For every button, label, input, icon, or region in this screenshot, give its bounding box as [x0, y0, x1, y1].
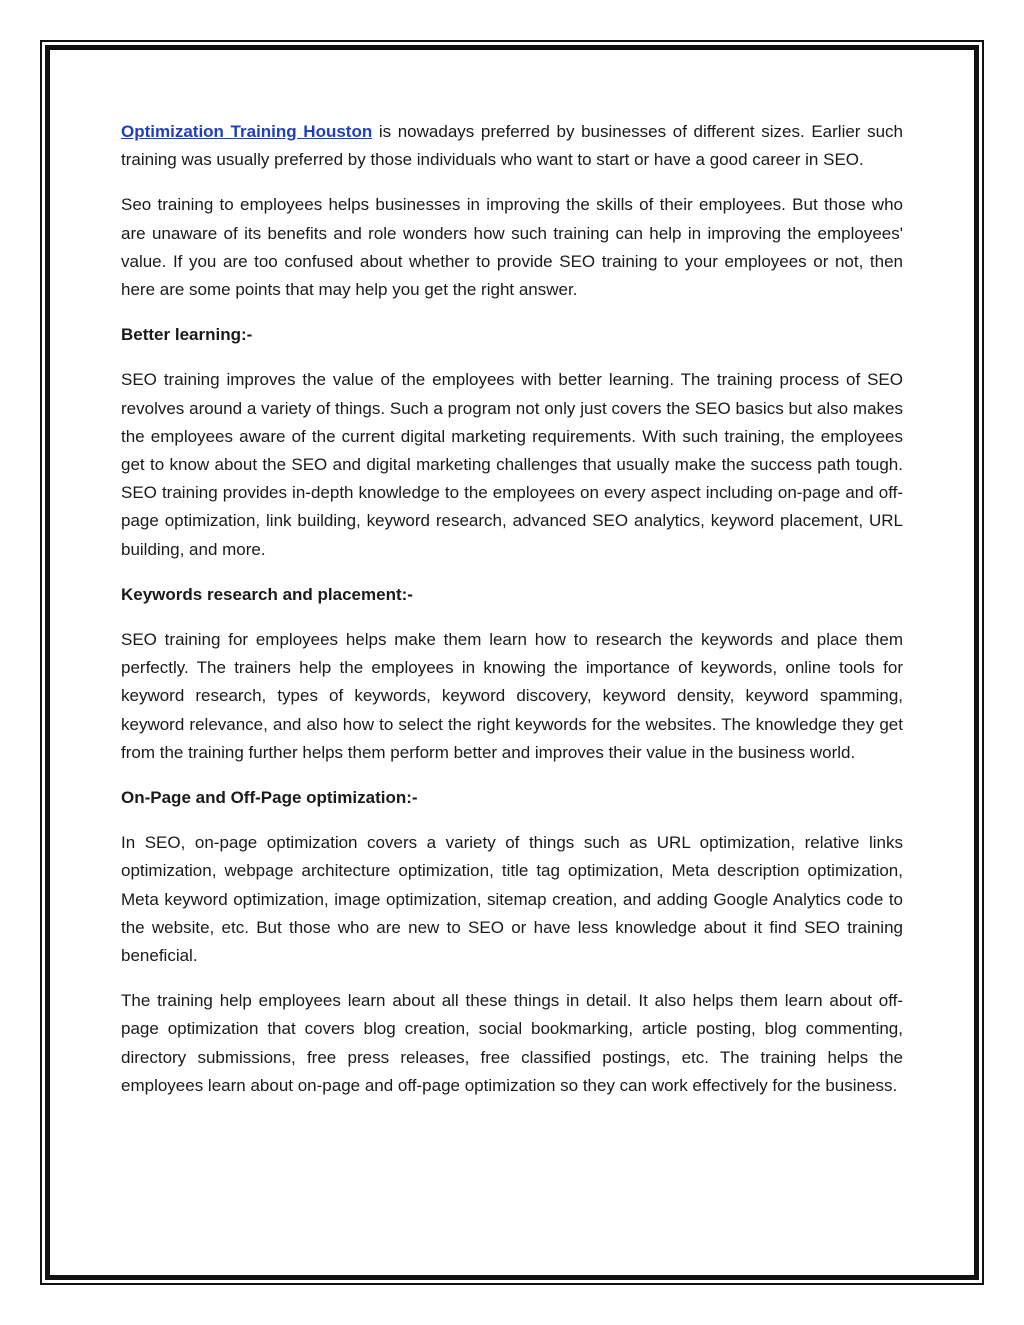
heading-keywords-research: Keywords research and placement:- [121, 584, 413, 604]
optimization-training-houston-link[interactable]: Optimization Training Houston [121, 122, 373, 141]
keywords-research-paragraph: SEO training for employees helps make them learn how to research the keywords and place them perfectly. The trainers help the employees in knowing the importance of keywords, online tools for keyword research, types of keywords, keyword discovery, keyword density, keyword spamming, keyword relevance, and also how to select the right keywords for the websites. The knowledge they get from the training further helps them perform better and improves their value in the business world. [121, 630, 903, 762]
document-body [121, 118, 903, 1117]
heading-on-off-page: On-Page and Off-Page optimization:- [121, 788, 418, 808]
intro-text: is nowadays preferred by businesses of different sizes. Earlier such training was usually preferred by those individuals who want to start or have a good career in SEO. [121, 122, 903, 170]
on-page-paragraph: In SEO, on-page optimization covers a variety of things such as URL optimization, relative links optimization, webpage architecture optimization, title tag optimization, Meta description optimization, Meta keyword optimization, image optimization, sitemap creation, and adding Google Analytics code to the website, etc. But those who are new to SEO or have less knowledge about it find SEO training beneficial. [121, 833, 903, 966]
intro-paragraph [121, 118, 903, 174]
better-learning-paragraph: SEO training improves the value of the employees with better learning. The training process of SEO revolves around a variety of things. Such a program not only just covers the SEO basics but also makes the employees aware of the current digital marketing requirements. With such training, the employees get to know about the SEO and digital marketing challenges that usually make the success path tough. SEO training provides in-depth knowledge to the employees on every aspect including on-page and off-page optimization, link building, keyword research, advanced SEO analytics, keyword placement, URL building, and more. [121, 370, 903, 559]
heading-better-learning: Better learning:- [121, 325, 253, 345]
off-page-paragraph: The training help employees learn about all these things in detail. It also helps them learn about off-page optimization that covers blog creation, social bookmarking, article posting, blog commenting, directory submissions, free press releases, free classified postings, etc. The training helps the employees learn about on-page and off-page optimization so they can work effectively for the business. [121, 991, 903, 1095]
benefits-paragraph: Seo training to employees helps businesses in improving the skills of their employees. But those who are unaware of its benefits and role wonders how such training can help in improving the employees' value. If you are too confused about whether to provide SEO training to your employees or not, then here are some points that may help you get the right answer. [121, 195, 903, 300]
